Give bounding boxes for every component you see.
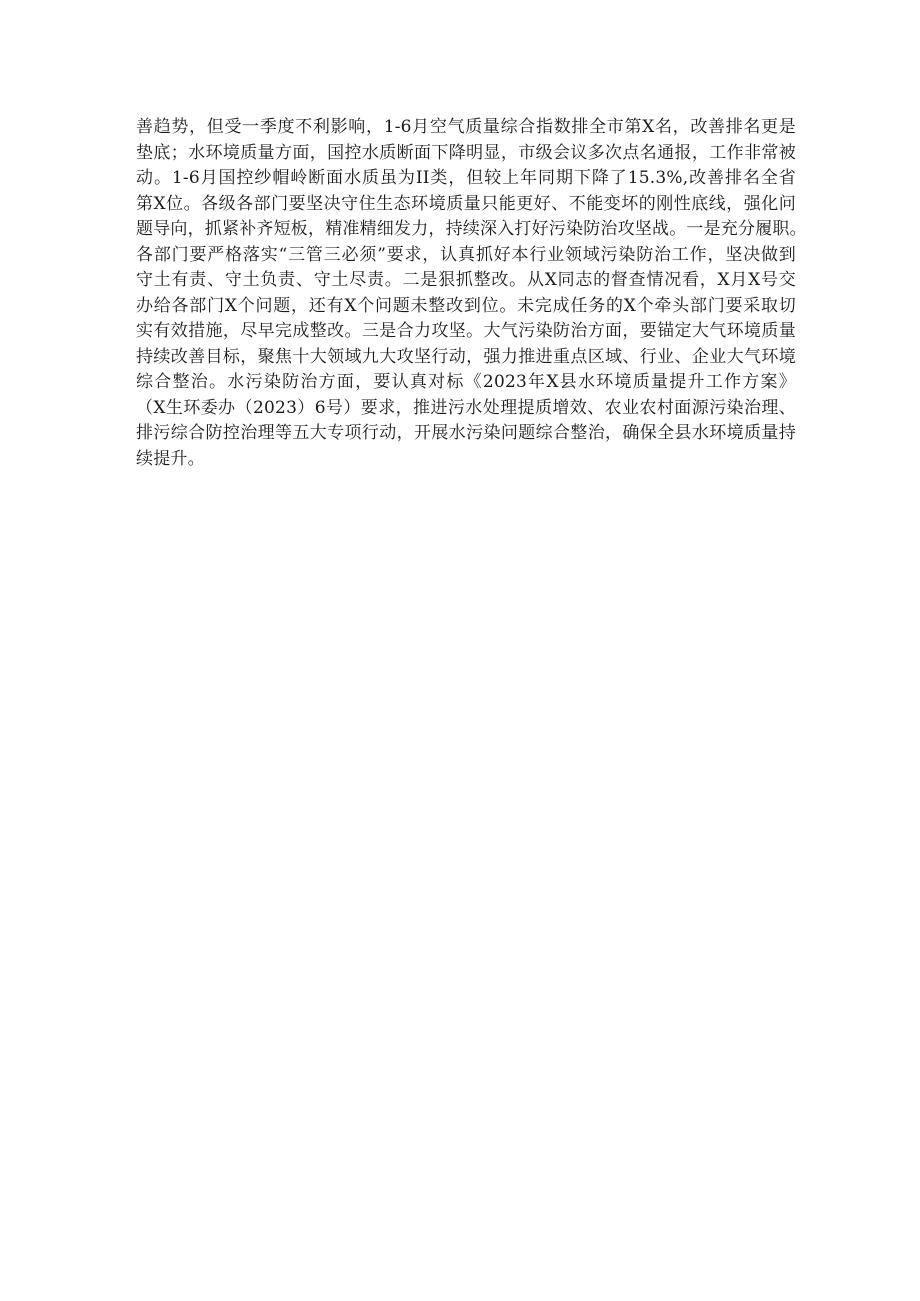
- paragraph-line: 综合整治。水污染防治方面，要认真对标《2023年X县水环境质量提升工作方案》: [136, 372, 796, 392]
- paragraph-line: 垫底；水环境质量方面，国控水质断面下降明显，市级会议多次点名通报，工作非常被: [136, 142, 796, 163]
- paragraph-line: 办给各部门X个问题，还有X个问题未整改到位。未完成任务的X个牵头部门要采取切: [136, 295, 796, 316]
- paragraph-line: 守土有责、守土负责、守土尽责。二是狠抓整改。从X同志的督查情况看，X月X号交: [136, 270, 796, 290]
- paragraph-line: 各部门要严格落实“三管三必须”要求，认真抓好本行业领域污染防治工作，坚决做到: [136, 244, 796, 265]
- paragraph-line: 题导向，抓紧补齐短板，精准精细发力，持续深入打好污染防治攻坚战。一是充分履职。: [136, 219, 807, 239]
- paragraph-line: 持续改善目标，聚焦十大领域九大攻坚行动，强力推进重点区域、行业、企业大气环境: [136, 346, 796, 367]
- paragraph-line: 实有效措施，尽早完成整改。三是合力攻坚。大气污染防治方面，要锚定大气环境质量: [136, 321, 796, 341]
- paragraph-line: 第X位。各级各部门要坚决守住生态环境质量只能更好、不能变坏的刚性底线，强化问: [136, 193, 796, 214]
- paragraph-line: 排污综合防控治理等五大专项行动，开展水污染问题综合整治，确保全县水环境质量持: [136, 423, 796, 443]
- paragraph-line-last: 续提升。: [136, 448, 205, 469]
- paragraph-line: 动。1-6月国控纱帽岭断面水质虽为II类，但较上年同期下降了15.3%,改善排名全省: [136, 168, 796, 188]
- body-paragraph: [136, 115, 807, 472]
- paragraph-line: （X生环委办（2023）6号）要求，推进污水处理提质增效、农业农村面源污染治理、: [136, 397, 796, 418]
- paragraph-line: 善趋势，但受一季度不利影响，1-6月空气质量综合指数排全市第X名，改善排名更是: [136, 117, 796, 137]
